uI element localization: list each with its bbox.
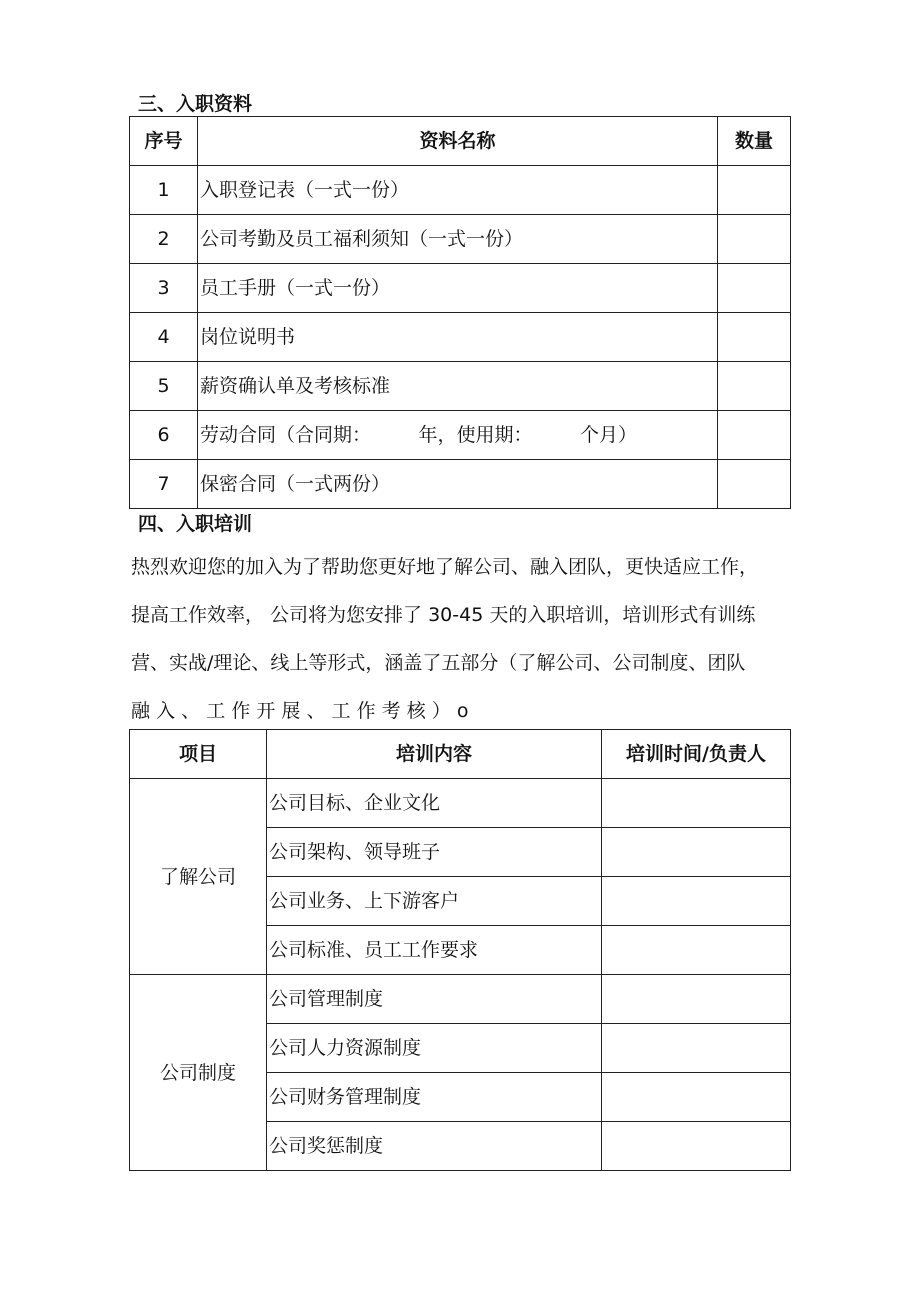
time-owner-cell [602,877,791,926]
paragraph-char: 、 [181,700,201,722]
row-number: 1 [130,166,198,215]
training-content: 公司人力资源制度 [267,1024,602,1073]
row-number: 2 [130,215,198,264]
time-owner-cell [602,926,791,975]
material-name: 保密合同（一式两份） [198,460,718,509]
quantity-cell [718,166,791,215]
training-item-cell: 了解公司 [130,779,267,975]
row-number: 7 [130,460,198,509]
row-number: 4 [130,313,198,362]
table-header-row [130,117,791,166]
material-name: 员工手册（一式一份） [198,264,718,313]
training-intro-paragraph [131,543,791,735]
time-owner-cell [602,1073,791,1122]
table-row [130,362,791,411]
time-owner-cell [602,975,791,1024]
column-header-item: 项目 [130,730,267,779]
quantity-cell [718,313,791,362]
paragraph-char: ） [431,700,451,722]
paragraph-char: 、 [306,700,326,722]
column-header-time-owner: 培训时间/负责人 [602,730,791,779]
quantity-cell [718,264,791,313]
quantity-cell [718,362,791,411]
time-owner-cell [602,1024,791,1073]
time-owner-cell [602,1122,791,1171]
material-name: 劳动合同（合同期： 年，使用期： 个月） [198,411,718,460]
quantity-cell [718,411,791,460]
time-owner-cell [602,828,791,877]
material-name: 岗位说明书 [198,313,718,362]
row-number: 5 [130,362,198,411]
table-row [130,215,791,264]
paragraph-line: 提高工作效率， 公司将为您安排了 30-45 天的入职培训，培训形式有训练 [131,604,756,626]
table-row [130,264,791,313]
paragraph-char: 作 [231,700,251,722]
table-row [130,460,791,509]
training-content: 公司业务、上下游客户 [267,877,602,926]
paragraph-char: 入 [156,700,176,722]
row-number: 6 [130,411,198,460]
paragraph-char: 核 [406,700,426,722]
table-row [130,166,791,215]
material-name: 薪资确认单及考核标准 [198,362,718,411]
table-row [130,779,791,828]
training-content: 公司标准、员工工作要求 [267,926,602,975]
column-header-name: 资料名称 [198,117,718,166]
paragraph-char: 考 [381,700,401,722]
quantity-cell [718,215,791,264]
paragraph-line: 热烈欢迎您的加入为了帮助您更好地了解公司、融入团队，更快适应工作， [131,556,759,578]
column-header-no: 序号 [130,117,198,166]
paragraph-last-line [131,687,791,735]
material-name: 公司考勤及员工福利须知（一式一份） [198,215,718,264]
table-header-row [130,730,791,779]
section-3-title: 三、入职资料 [138,93,253,115]
paragraph-char: 融 [131,700,151,722]
training-content: 公司管理制度 [267,975,602,1024]
paragraph-char: 工 [331,700,351,722]
training-item-cell: 公司制度 [130,975,267,1171]
training-content: 公司目标、企业文化 [267,779,602,828]
training-content: 公司财务管理制度 [267,1073,602,1122]
time-owner-cell [602,779,791,828]
material-name: 入职登记表（一式一份） [198,166,718,215]
table-row [130,411,791,460]
training-content: 公司奖惩制度 [267,1122,602,1171]
paragraph-line: 营、实战/理论、线上等形式，涵盖了五部分（了解公司、公司制度、团队 [131,652,746,674]
quantity-cell [718,460,791,509]
table-row [130,313,791,362]
row-number: 3 [130,264,198,313]
materials-table [129,116,791,509]
paragraph-char: o [456,700,469,722]
paragraph-char: 开 [256,700,276,722]
paragraph-char: 工 [206,700,226,722]
table-row [130,975,791,1024]
training-table [129,729,791,1171]
paragraph-char: 展 [281,700,301,722]
training-content: 公司架构、领导班子 [267,828,602,877]
column-header-content: 培训内容 [267,730,602,779]
column-header-qty: 数量 [718,117,791,166]
paragraph-char: 作 [356,700,376,722]
section-4-title: 四、入职培训 [138,513,253,535]
